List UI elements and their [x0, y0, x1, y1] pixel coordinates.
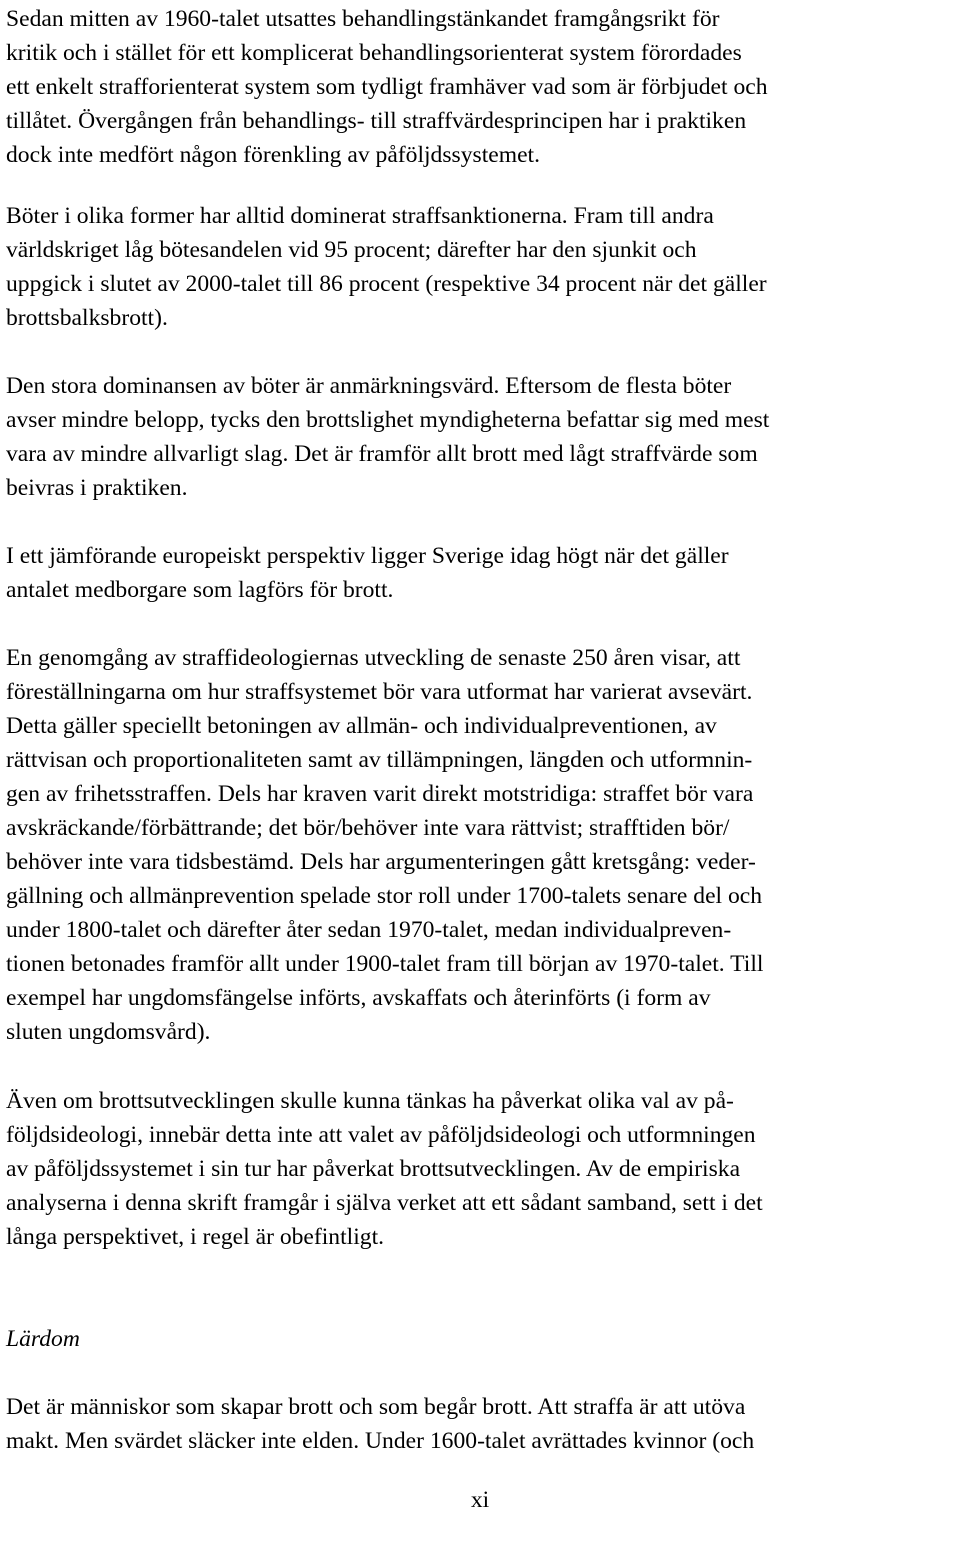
text-line: sluten ungdomsvård).: [6, 1019, 211, 1045]
text-line: under 1800-talet och därefter åter sedan 1970-talet, medan individualpreven-: [6, 917, 732, 943]
paragraph-europeiskt-perspektiv: [6, 539, 958, 607]
text-line: antalet medborgare som lagförs för brott.: [6, 577, 394, 603]
text-line: vara av mindre allvarligt slag. Det är framför allt brott med lågt straffvärde som: [6, 441, 758, 467]
paragraph-dominansen: [6, 369, 958, 505]
text-line: Detta gäller speciellt betoningen av allmän- och individualpreventionen, av: [6, 713, 717, 739]
paragraph-behandlingstankandet: [6, 2, 958, 172]
text-line: Den stora dominansen av böter är anmärkningsvärd. Eftersom de flesta böter: [6, 373, 732, 399]
text-line: gen av frihetsstraffen. Dels har kraven varit direkt motstridiga: straffet bör vara: [6, 781, 754, 807]
paragraph-straffideologier: [6, 641, 958, 1049]
text-line: tillåtet. Övergången från behandlings- till straffvärdesprincipen har i praktiken: [6, 108, 747, 134]
text-line: avskräckande/förbättrande; det bör/behöver inte vara rättvist; strafftiden bör/: [6, 815, 730, 841]
text-line: ett enkelt strafforienterat system som tydligt framhäver vad som är förbjudet och: [6, 74, 768, 100]
text-line: Sedan mitten av 1960-talet utsattes behandlingstänkandet framgångsrikt för: [6, 6, 720, 32]
text-line: av påföljdssystemet i sin tur har påverkat brottsutvecklingen. Av de empiriska: [6, 1156, 741, 1182]
page-number: xi: [470, 1487, 490, 1513]
paragraph-boter: [6, 199, 958, 335]
text-line: gällning och allmänprevention spelade stor roll under 1700-talets senare del och: [6, 883, 763, 909]
paragraph-lardom: [6, 1390, 958, 1458]
text-line: I ett jämförande europeiskt perspektiv ligger Sverige idag högt när det gäller: [6, 543, 729, 569]
text-line: brottsbalksbrott).: [6, 305, 168, 331]
text-line: rättvisan och proportionaliteten samt av tillämpningen, längden och utformnin-: [6, 747, 753, 773]
text-line: kritik och i stället för ett komplicerat behandlingsorienterat system förordades: [6, 40, 742, 66]
text-line: uppgick i slutet av 2000-talet till 86 procent (respektive 34 procent när det gäller: [6, 271, 767, 297]
text-line: följdsideologi, innebär detta inte att valet av påföljdsideologi och utformningen: [6, 1122, 756, 1148]
text-line: makt. Men svärdet släcker inte elden. Under 1600-talet avrättades kvinnor (och: [6, 1428, 755, 1454]
text-line: tionen betonades framför allt under 1900-talet fram till början av 1970-talet. Till: [6, 951, 764, 977]
text-line: analyserna i denna skrift framgår i själva verket att ett sådant samband, sett i det: [6, 1190, 763, 1216]
text-line: avser mindre belopp, tycks den brottslighet myndigheterna befattar sig med mest: [6, 407, 770, 433]
text-line: exempel har ungdomsfängelse införts, avskaffats och återinförts (i form av: [6, 985, 711, 1011]
text-line: världskriget låg bötesandelen vid 95 procent; därefter har den sjunkit och: [6, 237, 697, 263]
paragraph-brottsutvecklingen: [6, 1084, 958, 1254]
text-line: beivras i praktiken.: [6, 475, 188, 501]
text-line: Även om brottsutvecklingen skulle kunna tänkas ha påverkat olika val av på-: [6, 1088, 734, 1114]
text-line: föreställningarna om hur straffsystemet bör vara utformat har varierat avsevärt.: [6, 679, 753, 705]
text-line: behöver inte vara tidsbestämd. Dels har argumenteringen gått kretsgång: veder-: [6, 849, 756, 875]
text-line: Böter i olika former har alltid dominerat straffsanktionerna. Fram till andra: [6, 203, 714, 229]
text-line: En genomgång av straffideologiernas utveckling de senaste 250 åren visar, att: [6, 645, 741, 671]
text-line: dock inte medfört någon förenkling av påföljdssystemet.: [6, 142, 541, 168]
section-heading: Lärdom: [6, 1326, 80, 1352]
text-line: långa perspektivet, i regel är obefintligt.: [6, 1224, 385, 1250]
text-line: Det är människor som skapar brott och som begår brott. Att straffa är att utöva: [6, 1394, 746, 1420]
